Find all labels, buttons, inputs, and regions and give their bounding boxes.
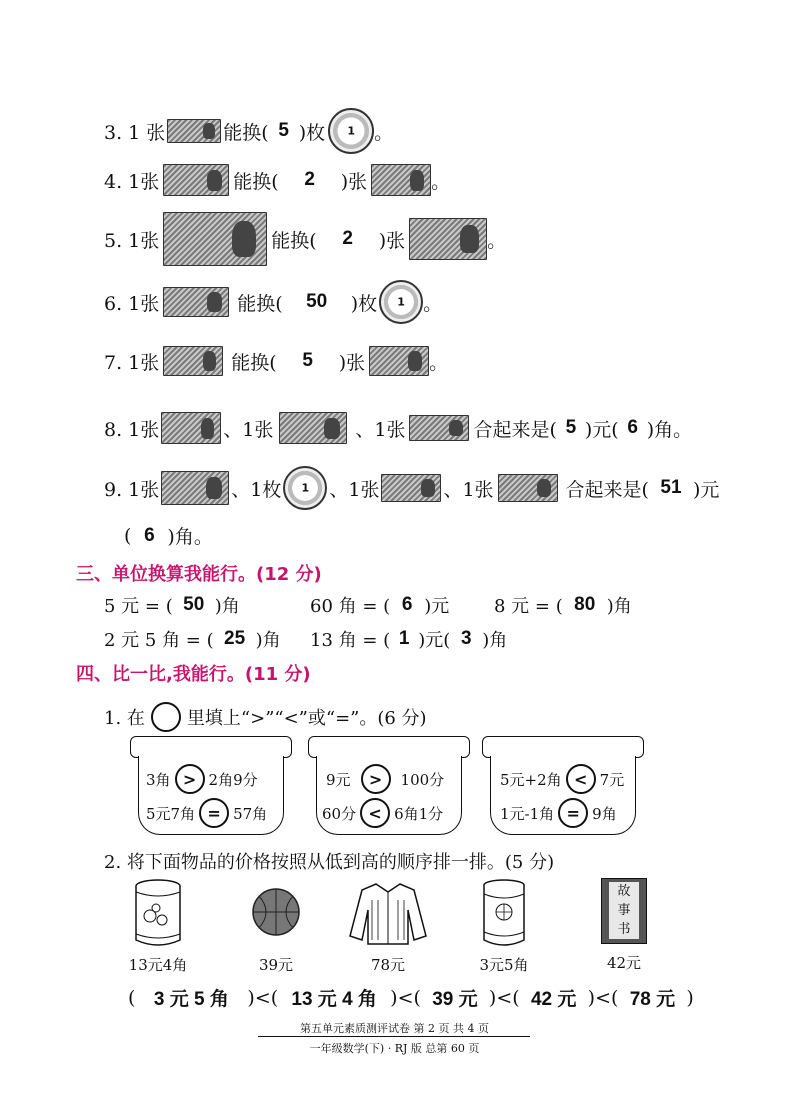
tin-can-icon bbox=[132, 878, 184, 948]
book-title-char: 故 bbox=[617, 884, 631, 899]
order-sep: )<( bbox=[587, 986, 619, 1009]
question-5 bbox=[104, 212, 506, 266]
q5-unit: )张 bbox=[378, 229, 406, 252]
blank-circle-icon bbox=[151, 702, 181, 732]
compare-left: 1元-1角 bbox=[500, 804, 555, 823]
question-8 bbox=[104, 412, 692, 444]
order-sep: )<( bbox=[390, 986, 421, 1009]
q6-label: 能换( bbox=[237, 292, 283, 315]
q9-unit-yuan: )元 bbox=[692, 478, 720, 501]
conv5-prefix: 13 角 = ( bbox=[310, 630, 391, 651]
q5-label: 能换( bbox=[271, 229, 317, 252]
compare-operator[interactable]: = bbox=[199, 798, 229, 828]
question-9 bbox=[104, 466, 719, 510]
q7-answer[interactable]: 5 bbox=[302, 350, 313, 371]
banknote-5jiao-icon bbox=[381, 474, 441, 502]
order-sep: )<( bbox=[488, 986, 520, 1009]
conv5-answer-jiao[interactable]: 3 bbox=[460, 628, 472, 649]
comparison-basket-1 bbox=[130, 736, 292, 836]
compare-left: 5元7角 bbox=[146, 804, 196, 823]
question-7 bbox=[104, 346, 448, 376]
comparison-row bbox=[326, 764, 444, 794]
compare-right: 7元 bbox=[599, 770, 625, 789]
q9-sep1: 、1枚 bbox=[231, 478, 282, 501]
q9-answer-yuan[interactable]: 51 bbox=[660, 477, 682, 498]
conversion-1 bbox=[104, 592, 240, 618]
q9-sep3: 、1张 bbox=[443, 478, 494, 501]
q3-label: 能换( bbox=[223, 121, 269, 144]
banknote-icon bbox=[167, 119, 221, 143]
compare-left: 9元 bbox=[326, 770, 351, 789]
banknote-5-icon bbox=[161, 412, 221, 444]
order-answer-5[interactable]: 78 元 bbox=[629, 989, 676, 1010]
conv2-answer[interactable]: 6 bbox=[401, 594, 413, 615]
compare-right: 9角 bbox=[592, 804, 617, 823]
q8-label: 合起来是( bbox=[473, 418, 557, 441]
compare-operator[interactable]: < bbox=[360, 798, 390, 828]
banknote-1jiao-icon bbox=[498, 474, 558, 502]
q4-end: 。 bbox=[431, 170, 451, 193]
compare-left: 3角 bbox=[146, 770, 171, 789]
item-price: 13元4角 bbox=[128, 956, 188, 974]
comparison-row bbox=[146, 764, 258, 794]
banknote-1-icon bbox=[369, 346, 429, 376]
q3-unit: )枚 bbox=[298, 121, 326, 144]
conv3-unit: )角 bbox=[606, 596, 632, 617]
coin-icon: 1 bbox=[379, 280, 423, 324]
q8-unit-jiao: )角。 bbox=[646, 418, 693, 441]
q4-unit: )张 bbox=[340, 170, 368, 193]
q8-answer-jiao[interactable]: 6 bbox=[627, 417, 638, 438]
item-price: 78元 bbox=[370, 956, 406, 974]
section-3-title: 三、单位换算我能行。(12 分) bbox=[76, 564, 322, 585]
q5-answer[interactable]: 2 bbox=[342, 228, 353, 249]
book-title-char: 书 bbox=[617, 922, 631, 937]
conv4-unit: )角 bbox=[255, 630, 281, 651]
compare-operator[interactable]: > bbox=[361, 764, 391, 794]
conversion-4 bbox=[104, 626, 281, 652]
item-ball bbox=[240, 884, 312, 975]
conv4-prefix: 2 元 5 角 = ( bbox=[104, 630, 214, 651]
section-4-title: 四、比一比,我能行。(11 分) bbox=[76, 664, 311, 685]
item-price: 39元 bbox=[258, 956, 294, 974]
jar-icon bbox=[480, 878, 528, 948]
q6-end: 。 bbox=[423, 292, 443, 315]
banknote-100-icon bbox=[163, 212, 267, 266]
q8-answer-yuan[interactable]: 5 bbox=[565, 417, 577, 438]
q7-unit: )张 bbox=[338, 351, 366, 374]
compare-left: 60分 bbox=[322, 804, 357, 823]
order-answer-1[interactable]: 3 元 5 角 bbox=[153, 989, 229, 1010]
basket-rim bbox=[308, 736, 470, 758]
comparison-row bbox=[500, 798, 617, 828]
compare-right: 6角1分 bbox=[394, 804, 444, 823]
q4-prefix: 4. 1张 bbox=[104, 170, 160, 193]
q3-answer[interactable]: 5 bbox=[278, 120, 289, 141]
order-sep: )<( bbox=[247, 986, 279, 1009]
q3-prefix: 3. 1 张 bbox=[104, 121, 166, 144]
q5-prefix: 5. 1张 bbox=[104, 229, 160, 252]
banknote-50-icon bbox=[163, 164, 229, 196]
banknote-1-icon bbox=[279, 412, 347, 444]
item-jar bbox=[468, 878, 540, 975]
basket-rim bbox=[130, 736, 292, 758]
compare-right: 100分 bbox=[400, 770, 445, 789]
order-answer-4[interactable]: 42 元 bbox=[530, 989, 577, 1010]
banknote-5-icon bbox=[163, 346, 223, 376]
conv5-unit-jiao: )角 bbox=[482, 630, 508, 651]
coin-icon: 1 bbox=[283, 466, 327, 510]
q9-sep2: 、1张 bbox=[329, 478, 380, 501]
conv1-answer[interactable]: 50 bbox=[183, 594, 205, 615]
q7-label: 能换( bbox=[231, 351, 277, 374]
q9-prefix: 9. 1张 bbox=[104, 478, 160, 501]
ball-icon bbox=[251, 884, 301, 940]
conversion-3 bbox=[494, 592, 632, 618]
q3-end: 。 bbox=[374, 121, 394, 144]
item-jacket bbox=[346, 880, 430, 975]
conv1-unit: )角 bbox=[214, 596, 240, 617]
item-tin-can bbox=[122, 878, 194, 975]
item-price: 42元 bbox=[606, 954, 642, 972]
footer-divider bbox=[258, 1036, 530, 1037]
q6-unit: )枚 bbox=[350, 292, 378, 315]
price-order-answer bbox=[128, 984, 694, 1011]
q7-end: 。 bbox=[429, 351, 449, 374]
compare-left: 5元+2角 bbox=[500, 770, 562, 789]
question-9-cont bbox=[124, 522, 213, 549]
compare-right: 2角9分 bbox=[208, 770, 258, 789]
order-close: ) bbox=[686, 986, 694, 1009]
q41-prefix: 1. 在 bbox=[104, 708, 145, 729]
q8-sep2: 、1张 bbox=[355, 418, 406, 441]
conversion-2 bbox=[310, 592, 449, 618]
q4-label: 能换( bbox=[233, 170, 279, 193]
jacket-icon bbox=[348, 880, 428, 948]
conv5-answer-yuan[interactable]: 1 bbox=[398, 628, 410, 649]
conv2-unit: )元 bbox=[424, 596, 450, 617]
q9-unit-jiao: )角。 bbox=[167, 526, 213, 548]
q8-unit-yuan: )元( bbox=[584, 418, 619, 441]
question-4 bbox=[104, 164, 450, 196]
q9-label: 合起来是( bbox=[565, 478, 649, 501]
item-storybook bbox=[588, 878, 660, 973]
conv1-prefix: 5 元 = ( bbox=[104, 596, 173, 617]
q6-answer[interactable]: 50 bbox=[306, 291, 328, 312]
comparison-basket-2 bbox=[308, 736, 470, 836]
compare-operator[interactable]: = bbox=[558, 798, 588, 828]
item-price: 3元5角 bbox=[479, 956, 529, 974]
q7-prefix: 7. 1张 bbox=[104, 351, 160, 374]
conv2-prefix: 60 角 = ( bbox=[310, 596, 391, 617]
book-title-char: 事 bbox=[617, 903, 631, 918]
storybook-icon bbox=[601, 878, 647, 944]
question-4-1 bbox=[104, 702, 427, 732]
footer-line-1: 第五单元素质测评试卷 第 2 页 共 4 页 bbox=[300, 1022, 489, 1035]
order-answer-3[interactable]: 39 元 bbox=[432, 989, 478, 1010]
q4-answer[interactable]: 2 bbox=[304, 169, 315, 190]
compare-right: 57角 bbox=[233, 804, 268, 823]
footer-line-2: 一年级数学(下) · RJ 版 总第 60 页 bbox=[309, 1042, 480, 1055]
q8-sep1: 、1张 bbox=[223, 418, 274, 441]
comparison-row bbox=[500, 764, 624, 794]
question-4-2: 2. 将下面物品的价格按照从低到高的顺序排一排。(5 分) bbox=[104, 852, 555, 873]
compare-operator[interactable]: < bbox=[566, 764, 596, 794]
question-6 bbox=[104, 280, 442, 324]
comparison-row bbox=[146, 798, 267, 828]
coin-icon: 1 bbox=[328, 108, 374, 154]
conv3-answer[interactable]: 80 bbox=[574, 594, 596, 615]
q41-instruction: 里填上“>”“<”或“=”。(6 分) bbox=[186, 708, 427, 729]
conv3-prefix: 8 元 = ( bbox=[494, 596, 563, 617]
q6-prefix: 6. 1张 bbox=[104, 292, 160, 315]
order-answer-2[interactable]: 13 元 4 角 bbox=[291, 989, 377, 1010]
comparison-basket-3 bbox=[482, 736, 644, 836]
conversion-5 bbox=[310, 626, 507, 652]
basket-rim bbox=[482, 736, 644, 758]
comparison-row bbox=[322, 798, 443, 828]
banknote-5-icon bbox=[163, 287, 229, 317]
banknote-5jiao-icon bbox=[409, 415, 469, 441]
question-3 bbox=[104, 108, 393, 154]
banknote-20-icon bbox=[371, 164, 431, 196]
banknote-50-icon bbox=[161, 471, 229, 505]
conv4-answer[interactable]: 25 bbox=[224, 628, 246, 649]
q9-open: ( bbox=[124, 524, 132, 547]
banknote-50-icon bbox=[409, 218, 487, 260]
q8-prefix: 8. 1张 bbox=[104, 418, 160, 441]
q5-end: 。 bbox=[487, 229, 507, 252]
order-open: ( bbox=[128, 986, 136, 1009]
compare-operator[interactable]: > bbox=[175, 764, 205, 794]
conv5-unit-yuan: )元( bbox=[418, 630, 451, 651]
q9-answer-jiao[interactable]: 6 bbox=[144, 524, 155, 546]
